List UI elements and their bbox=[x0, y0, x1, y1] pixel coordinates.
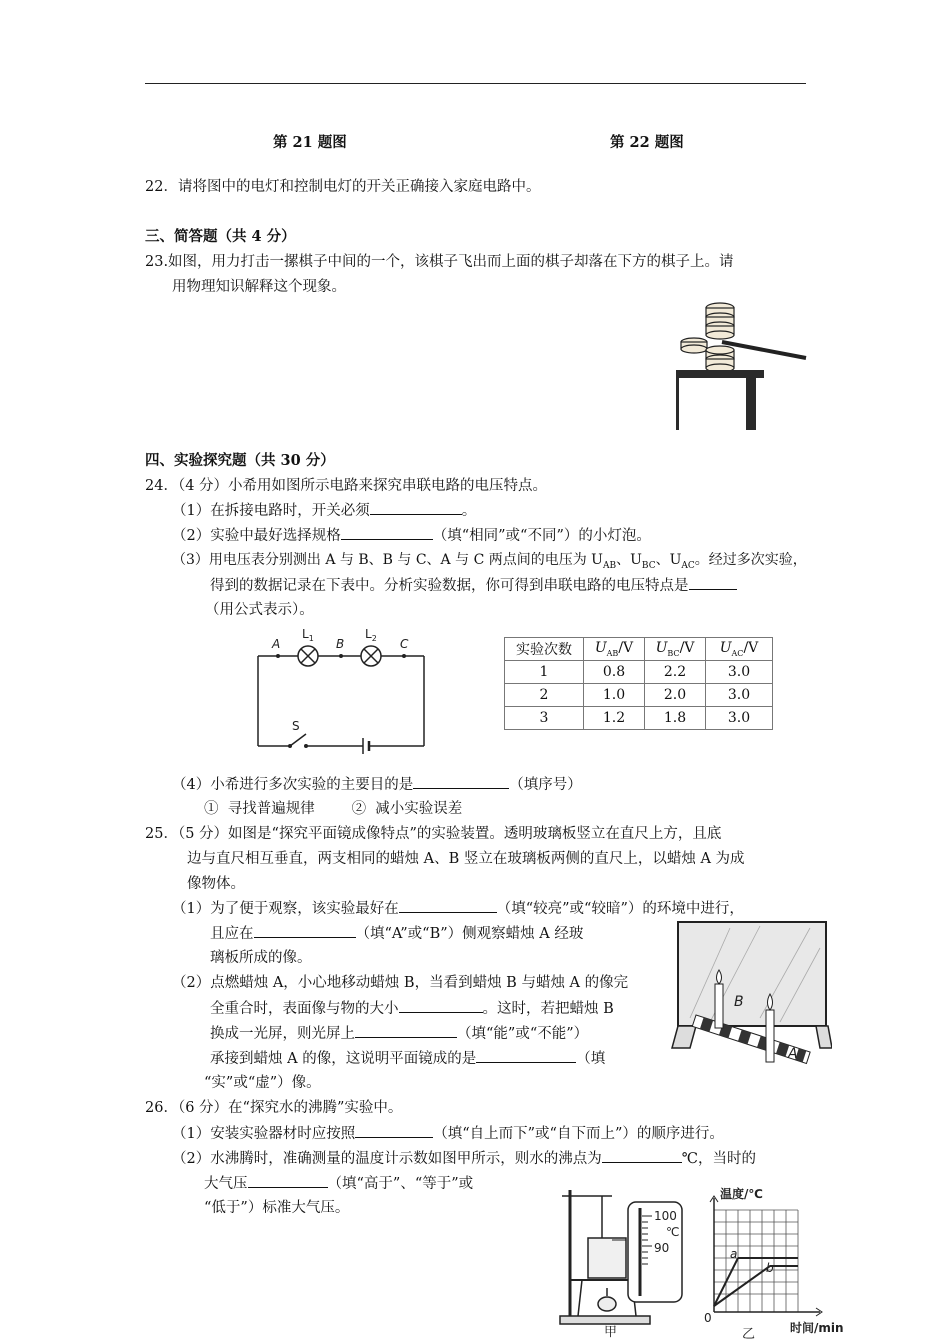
answer-blank[interactable] bbox=[399, 898, 497, 913]
question-24-part3-line3: （用公式表示）。 bbox=[205, 602, 314, 618]
switch-label: S bbox=[292, 719, 300, 733]
question-24-part3-line1 bbox=[172, 550, 807, 576]
q26-p2c-text: 大气压 bbox=[204, 1176, 248, 1192]
curve-label-a: a bbox=[730, 1247, 738, 1261]
question-25-part2-line1: （2）点燃蜡烛 A，小心地移动蜡烛 B，当看到蜡烛 B 与蜡烛 A 的像完 bbox=[172, 975, 629, 991]
table-cell: 0.8 bbox=[584, 661, 645, 684]
q24-p3-line2-text: 得到的数据记录在下表中。分析实验数据，你可得到串联电路的电压特点是 bbox=[210, 578, 689, 594]
caption-fig22: 第 22 题图 bbox=[610, 134, 684, 151]
answer-blank[interactable] bbox=[355, 1123, 433, 1138]
q25-p1c-text: 且应在 bbox=[210, 926, 254, 942]
question-26-head: 26．（6 分）在“探究水的沸腾”实验中。 bbox=[145, 1100, 403, 1116]
table-cell: 1.0 bbox=[584, 684, 645, 707]
question-24-part1 bbox=[172, 500, 476, 521]
question-23-line1: 23.如图，用力打击一摞棋子中间的一个，该棋子飞出而上面的棋子却落在下方的棋子上。请 bbox=[145, 254, 734, 270]
table-cell: 3 bbox=[505, 707, 584, 730]
question-24-head: 24．（4 分）小希用如图所示电路来探究串联电路的电压特点。 bbox=[145, 478, 548, 494]
circuit-diagram bbox=[248, 624, 432, 754]
q24-p3-text: （3）用电压表分别测出 A 与 B、B 与 C、A 与 C 两点间的电压为 U bbox=[172, 552, 603, 568]
figure-label-yi: 乙 bbox=[742, 1327, 756, 1340]
candle-label-a: A bbox=[788, 1046, 798, 1062]
sub-ac: AC bbox=[681, 560, 695, 571]
question-25-line2: 边与直尺相互垂直，两支相同的蜡烛 A、B 竖立在玻璃板两侧的直尺上，以蜡烛 A 为成 bbox=[187, 851, 745, 867]
q24-p3-sep2: 、U bbox=[655, 552, 682, 568]
top-rule bbox=[145, 83, 806, 84]
answer-blank[interactable] bbox=[399, 998, 483, 1013]
sub-bc: BC bbox=[641, 560, 656, 571]
question-24-part4 bbox=[172, 774, 582, 795]
answer-blank[interactable] bbox=[476, 1048, 576, 1063]
question-24-part3-line2 bbox=[210, 575, 737, 596]
table-cell: 1.8 bbox=[645, 707, 706, 730]
mirror-experiment-figure bbox=[670, 918, 832, 1076]
q25-p2g-text: （填 bbox=[576, 1051, 606, 1067]
thermometer-mark-90: 90 bbox=[654, 1241, 670, 1255]
question-23-line2: 用物理知识解释这个现象。 bbox=[172, 279, 346, 295]
q25-p2d-text: 换成一光屏，则光屏上 bbox=[210, 1026, 355, 1042]
question-25-part2-line4 bbox=[210, 1048, 605, 1069]
node-label-a: A bbox=[272, 637, 281, 651]
lamp-label-l2: $L_2$ bbox=[365, 627, 377, 643]
table-cell: 2 bbox=[505, 684, 584, 707]
q25-p1d-text: （填“A”或“B”）侧观察蜡烛 A 经玻 bbox=[355, 926, 584, 942]
voltage-data-table bbox=[504, 637, 773, 730]
table-cell: 1 bbox=[505, 661, 584, 684]
table-cell: 3.0 bbox=[706, 684, 773, 707]
q26-p1-text: （1）安装实验器材时应按照 bbox=[172, 1126, 356, 1142]
q24-p1-text: （1）在拆接电路时，开关必须 bbox=[172, 503, 370, 519]
q24-p2-end: （填“相同”或“不同”）的小灯泡。 bbox=[432, 528, 651, 544]
q25-p1-end: （填“较亮”或“较暗”）的环境中进行， bbox=[496, 901, 744, 917]
answer-blank[interactable] bbox=[355, 1023, 457, 1038]
q25-p2e-text: （填“能”或“不能”） bbox=[457, 1026, 589, 1042]
q26-p2d-text: （填“高于”、“等于”或 bbox=[327, 1176, 474, 1192]
q25-p1-text: （1）为了便于观察，该实验最好在 bbox=[172, 901, 399, 917]
figure-label-jia: 甲 bbox=[604, 1325, 618, 1340]
q24-p3-end: 。经过多次实验， bbox=[694, 552, 807, 568]
thermometer-unit: ℃ bbox=[666, 1225, 680, 1239]
caption-fig21: 第 21 题图 bbox=[273, 134, 347, 151]
lamp-label-l1: $L_1$ bbox=[302, 627, 314, 643]
section-3-heading: 三、简答题（共 4 分） bbox=[145, 228, 296, 245]
answer-blank[interactable] bbox=[370, 500, 462, 515]
answer-blank[interactable] bbox=[413, 774, 509, 789]
q24-p4-text: （4）小希进行多次实验的主要目的是 bbox=[172, 777, 414, 793]
question-25-part2-line5: “实”或“虚”）像。 bbox=[204, 1075, 321, 1091]
q25-p2b-text: 全重合时，表面像与物的大小 bbox=[210, 1001, 399, 1017]
question-24-part2 bbox=[172, 525, 651, 546]
question-24-options: ① 寻找普遍规律 ② 减小实验误差 bbox=[204, 801, 463, 817]
thermometer-mark-100: 100 bbox=[654, 1209, 677, 1223]
table-cell: 2.2 bbox=[645, 661, 706, 684]
q25-p2f-text: 承接到蜡烛 A 的像，这说明平面镜成的是 bbox=[210, 1051, 477, 1067]
q24-p3-sep1: 、U bbox=[616, 552, 642, 568]
answer-blank[interactable] bbox=[254, 923, 356, 938]
node-label-b: B bbox=[336, 637, 345, 651]
table-row bbox=[505, 661, 773, 684]
question-25-part2-line3 bbox=[210, 1023, 588, 1044]
graph-x-label: 时间/min bbox=[790, 1321, 844, 1335]
question-25-part1-line2 bbox=[210, 923, 583, 944]
section-4-heading: 四、实验探究题（共 30 分） bbox=[145, 452, 335, 469]
question-25-line3: 像物体。 bbox=[187, 876, 245, 892]
answer-blank[interactable] bbox=[341, 525, 433, 540]
graph-y-label: 温度/℃ bbox=[720, 1187, 763, 1201]
temperature-graph bbox=[700, 1186, 848, 1340]
chess-pieces-figure bbox=[672, 298, 812, 430]
question-26-part2-line2 bbox=[204, 1173, 473, 1194]
table-cell: 2.0 bbox=[645, 684, 706, 707]
table-header: $U_{BC}/V$ bbox=[645, 638, 706, 661]
table-cell: 3.0 bbox=[706, 661, 773, 684]
q25-p2c-text: 。这时，若把蜡烛 B bbox=[482, 1001, 614, 1017]
boiling-apparatus-figure bbox=[552, 1180, 692, 1340]
curve-label-b: b bbox=[766, 1261, 774, 1275]
node-label-c: C bbox=[400, 637, 409, 651]
sub-ab: AB bbox=[602, 560, 617, 571]
question-25-line1: 25．（5 分）如图是“探究平面镜成像特点”的实验装置。透明玻璃板竖立在直尺上方，且底 bbox=[145, 826, 722, 842]
question-26-part2-line3: “低于”）标准大气压。 bbox=[204, 1200, 350, 1216]
table-cell: 3.0 bbox=[706, 707, 773, 730]
question-25-part2-line2 bbox=[210, 998, 614, 1019]
table-row bbox=[505, 707, 773, 730]
candle-label-b: B bbox=[734, 994, 744, 1010]
table-header: $U_{AB}/V$ bbox=[584, 638, 645, 661]
q26-p1-end: （填“自上而下”或“自下而上”）的顺序进行。 bbox=[433, 1126, 724, 1142]
table-row bbox=[505, 684, 773, 707]
table-header: $U_{AC}/V$ bbox=[706, 638, 773, 661]
q26-p2-text: （2）水沸腾时，准确测量的温度计示数如图甲所示，则水的沸点为 bbox=[172, 1151, 602, 1167]
table-header: 实验次数 bbox=[505, 638, 584, 661]
q24-p1-end: 。 bbox=[461, 503, 477, 519]
question-26-part1 bbox=[172, 1123, 724, 1144]
q24-p2-text: （2）实验中最好选择规格 bbox=[172, 528, 341, 544]
question-26-part2-line1 bbox=[172, 1148, 756, 1169]
table-cell: 1.2 bbox=[584, 707, 645, 730]
answer-blank[interactable] bbox=[248, 1173, 328, 1188]
answer-blank[interactable] bbox=[689, 575, 737, 590]
q24-p4-end: （填序号） bbox=[509, 777, 582, 793]
q26-p2-end: ℃，当时的 bbox=[681, 1151, 756, 1167]
question-25-part1-line3: 璃板所成的像。 bbox=[210, 950, 312, 966]
graph-origin: 0 bbox=[704, 1311, 712, 1325]
question-22: 22．请将图中的电灯和控制电灯的开关正确接入家庭电路中。 bbox=[145, 179, 541, 195]
question-25-part1-line1 bbox=[172, 898, 744, 919]
answer-blank[interactable] bbox=[602, 1148, 682, 1163]
